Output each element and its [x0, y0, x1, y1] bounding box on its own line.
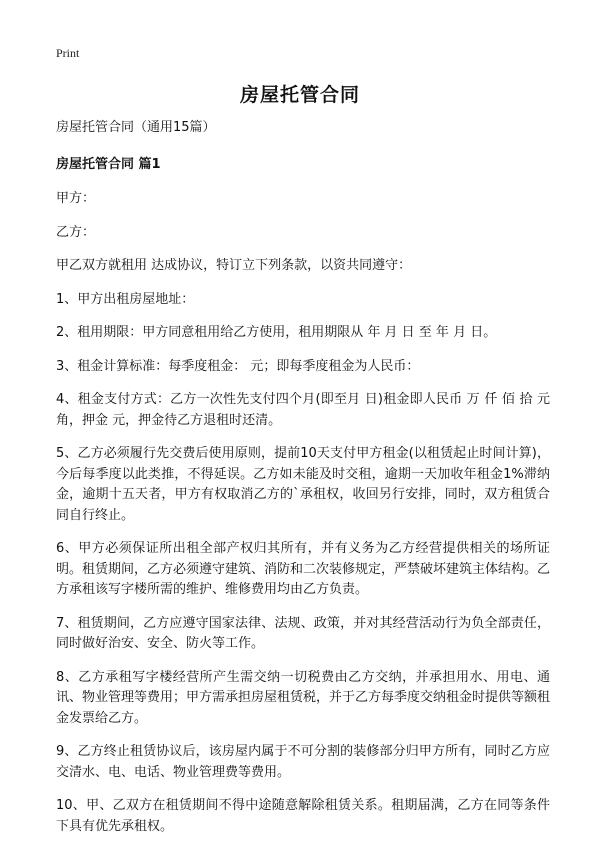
- clause-1: 1、甲方出租房屋地址：: [56, 291, 195, 307]
- clause-2: 2、租用期限：甲方同意租用给乙方使用，租用期限从 年 月 日 至 年 月 日。: [56, 325, 497, 340]
- clause-8: 8、乙方承租写字楼经营所产生需交纳一切税费由乙方交纳，并承担用水、用电、通讯、物业管理等费用；甲方需承担房屋租赁税，并于乙方每季度交纳租金时提供等额租金发票给乙方。: [56, 669, 551, 726]
- clause-4: 4、租金支付方式：乙方一次性先支付四个月(即至月 日)租金即人民币 万 仟 佰 拾 元 角，押金 元，押金待乙方退租时还清。: [56, 392, 550, 428]
- clause-3: 3、租金计算标准：每季度租金： 元；即每季度租金为人民币：: [56, 358, 420, 374]
- print-label[interactable]: Print: [56, 46, 80, 60]
- party-a-line: 甲方：: [56, 191, 96, 206]
- document-body: [56, 118, 550, 850]
- clause-5: 5、乙方必须履行先交费后使用原则，提前10天支付甲方租金(以租赁起止时间计算)，今后每季度以此类推，不得延误。乙方如未能及时交租，逾期一天加收年租金1%滞纳金，逾期十五天者，甲方有权取消乙方的`承租权，收回另行安排，同时，双方租赁合同自行终止。: [56, 446, 550, 523]
- document-subtitle: 房屋托管合同（通用15篇）: [56, 120, 216, 135]
- clause-10: 10、甲、乙双方在租赁期间不得中途随意解除租赁关系。租期届满，乙方在同等条件下具有优先承租权。: [56, 798, 550, 834]
- document-title: 房屋托管合同: [239, 84, 360, 106]
- party-b-line: 乙方：: [56, 224, 96, 240]
- clause-9: 9、乙方终止租赁协议后，该房屋内属于不可分割的装修部分归甲方所有，同时乙方应交清水、电、电话、物业管理费等费用。: [56, 744, 550, 780]
- clause-7: 7、租赁期间，乙方应遵守国家法律、法规、政策，并对其经营活动行为负全部责任，同时做好治安、安全、防火等工作。: [56, 615, 550, 651]
- section-heading: 房屋托管合同 篇1: [56, 157, 161, 172]
- agreement-intro: 甲乙双方就租用 达成协议，特订立下列条款，以资共同遵守：: [56, 258, 412, 273]
- clause-6: 6、甲方必须保证所出租全部产权归其所有，并有义务为乙方经营提供相关的场所证明。租赁期间，乙方必须遵守建筑、消防和二次装修规定，严禁破坏建筑主体结构。乙方承租该写字楼所需的维护、维修费用均由乙方负责。: [56, 541, 551, 597]
